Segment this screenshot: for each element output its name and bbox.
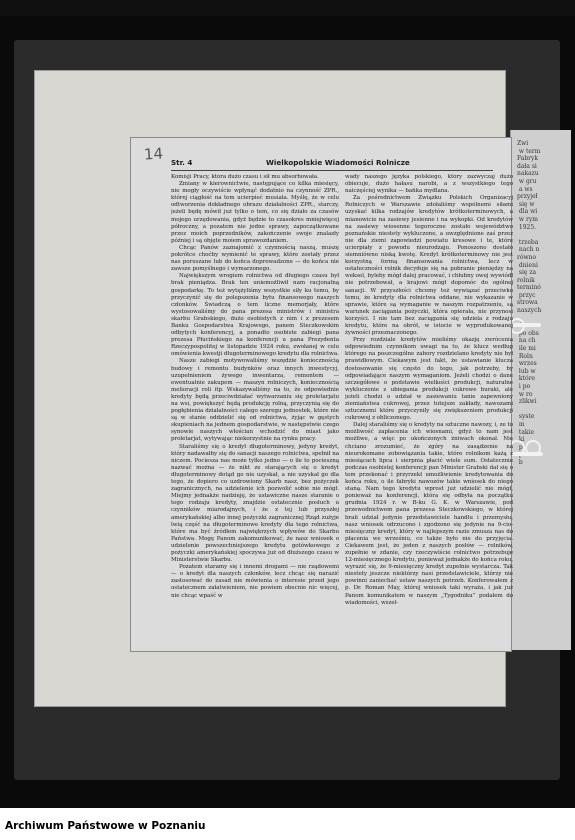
header-title: Wielkopolskie Wiadomości Rolnicze bbox=[266, 158, 410, 167]
paragraph: Największym wrogiem rolnictwa od długiego czasu był brak pieniądza. Brak ten uniemożliwił nam racjonalną gospodarkę. To też wytężyliśmy wszystkie siły ku temu, by przyczynić się do polepszenia bytu finansowego naszych członków. Świadczą o tem liczne memorjały, które wystosowaliśmy do pana prezesa ministrów i ministra skarbu Grabskiego, dużo osobistych z nim i z prezesem Banku Gospodarstwa Krajowego, panem Steczkowskim odbytych konferencyj, a ponadto osobiste zabiegi pana prezesa Płucińskiego na konferencji u pana Prezydenta Rzeczypospolitej w listopadzie 1924 roku, zwołanej w celu omówienia kwestji długoterminowego kredytu dla rolnictwa. bbox=[171, 273, 339, 358]
adjacent-page bbox=[510, 130, 571, 650]
paragraph: Komisji Pracy, która dużo czasu i sił mu absorbowała. bbox=[171, 174, 319, 180]
paragraph: Za pośrednictwem Związku Polskich Organizacyj Rolniczych w Warszawie zdołaliśmy wspólnemi siłami uzyskać kilka rodzajów kredytów krótkoterminowych, a mianowicie na zasiewy jesienne i na wykopki. Od kredytów na zasiewy wiosenne tegoroczne zostało województwo poznańskie niestety wykluczone, a uwzględnione zaś przez nie dla ziemi zapowiedzi powiatu kresowe i te, które ucierpiały z powodu nieurodzaju. Ponoszono dostało siemniówno niską kwotę. Kredyt krótkoterminowy nie jest korzystną formą finansowania rolnictwa, lecz w ostateczności rolnik decyduje się na pobranie pieniędzy na weksel, byleby mógł dalej pracować, i chłubny owej wywiódł nie potrzebował, a krajowi mógł dopomóc do ogólnej sanacji. W przyszłości chcemy też wywiązać przeciwko temu, że kredyty dla rolnictwa oddane, nie wykazanie w sprawie, które są wymaganie w naszym rozpatrzeniu, są warunek zaciągania pożyczki, która opierała, nie przynosi korzyści. I nie tam bez zaciągania się udziela z rodzaju kredytu, które na obrót, w istocie w wyprodukowanej żywności przeznaczonego. bbox=[345, 195, 513, 337]
paragraph: Staraliśmy się o kredyt długoterminowy, jedyny kredyt, który nadawałby się do sanacji naszego rolnictwa, spełnił na niczem. Pociesza nas może tylko jedno — o ile to pocieszną nazwać można — że nikt ze starających się o kredyt długoterminowy dotąd go nie uzyskał, a nie uzyskał go dla tego, że dopiero co uzdrowiony Skarb nasz, bez pożyczek zagranicznych, na udzielenie ich pozwolić sobie nie mógł. Miejmy jednakże nadzieję, że ustawiczne nasze staranie o tego rodzaju kredyty, znajdzie ostatecznie posłuch u czynników miarodajnych, i że z tej lub przyszłej amerykańskiej albo innej pożyczki zagranicznej Rząd zużyje lwią część na długoterminowe kredyty dla tego rolnictwa, które ma być źródłem najwiękrzych wpływów do Skarbu Państwa. Mogę Panom zakomunikować, że nasz wniosek o udzielenie powszechniejszego kredytu gotówkowego z pożyczki amerykańskiej spoczywa już od dłuższego czasu w Ministerstwie Skarbu. bbox=[171, 443, 339, 564]
paragraph: Pozatem staramy się i innemi drogami — nie rządowemi — o kredyt dla naszych członków, lecz chcąc się narazić zastosować do zasad nie mówienia o interesie przed jego ostatecznem załatwieniem, nie powiem obecnie nic więcej, nie chcąc wpaść w bbox=[171, 564, 339, 599]
paragraph: wady naszego języka polskiego, który zazwyczaj dużo obiecuje, dużo hałasu narobi, a z wszystkiego tego naiczęściej wynika — bańka mydlana. bbox=[345, 174, 513, 195]
paragraph: Przy rozdziale kredytów mieliśmy okazję zwrócenia odpowiednim czynnikom uwagi na to, że klucz według którego na poszczególne zabory rozdzielano kredyty nie był prawidłowym. Ciekawym jest fakt, że ustawianie klucza dostosowanie się często do tego, jak potrzeby, by odpowiadające naszym wymaganiom. Jeżeli chodzi o dane szczegółowe o podstawie wielkości produkcji, naturalne wykluczenie z ubiegania produkcji cukrowe buraki, ale jeżeli chodzi o udział w zasiewaniu tanie zapewniony ziemiaństwa cukrowej, przez tutejsze zakłady, nawozami sztucznemi które przyczyniły się zwiększeniem produkcji cukrowej z obliczonego. bbox=[345, 337, 513, 422]
paragraph: Chcąc Panów zaznajomić z czynnością naszą, muszę pokrótce choćby wymienić te sprawy, które zostały przez nas poruszane lub do końca doprowadzone — do końca nie zawsze pomyślnego i wymarzonego. bbox=[171, 244, 339, 273]
paragraph: Zmiany w kierownictwie, następujące co kilka miesięcy, nie mogły oczywiście wpłynąć dodatnio na czynność ZPR., której ciągłość na tem ucierpieć musiała. Myślę, że w celu odtworzenia dokładnego obrazu działalności ZPR., starczy, jeżeli będę mówił już tylko o tem, co się działo za czasów mojego urzędowania, gdyż będzie to czasokres mniejwięcej półroczny, a pozatem nie jedne sprawy, zapoczątkowane przez moich poprzedników, zakończenie swoje znalazły później i są objęte moiem sprawozdaniem. bbox=[171, 181, 339, 244]
newspaper-page bbox=[130, 137, 512, 652]
adjacent-page-text: Zwi w term Fabryk dała si nakazu w gru a ws przyjeł się w dla wi w rym 1925. trzeba nach n równo dnieni się za rolnik terminó przyc strowa naszych po obs na ch ile mi Roln wrzes lub w które i po w ro zlikwi syste m takie ki po b bbox=[517, 140, 542, 466]
paragraph: Nasze zabiegi motywowaliśmy wszędzie koniecznością budowy i remontu budynków oraz innych inwestycyj, uzupełnieniem żywego inwentarza, remontem — ewentualnie zakupem — maszyn rolniczych, koniecznością melioracji roli itp. Wskazywaliśmy na to, że odpowiednie kredyty będą przeciwdziałać wytwarzaniu się proletarjatu na wsi, powiększyć będą produkcję rolną, przyczynią się do pogłębienia działalności całego szeregu jednostek, które nie są w stanie oddzielić się od rolnictwa, żyjąc w gęstych skupieniach na jednem gospodarstwie, w następstwie czego synowie naszych włościan wchodzić do miast jako proletarjat, wytywając niekorzystnie na rynku pracy. bbox=[171, 358, 339, 443]
handwritten-page-number: 14 bbox=[143, 144, 164, 164]
archive-caption: Archiwum Państwowe w Poznaniu bbox=[5, 820, 206, 832]
header-page-label: Str. 4 bbox=[171, 158, 193, 167]
top-strip bbox=[0, 0, 575, 16]
right-text-column bbox=[345, 174, 513, 644]
left-text-column bbox=[171, 174, 339, 644]
header-rule bbox=[171, 170, 493, 171]
paragraph: Dalej staraliśmy się o kredyty na sztuczne nawozy, i, ze to możliwość zapłacenia ich wiosnami, gdyż to nam jest możliwe, a więc po ukończonych żniwach okonał. Nie chciano zrozumieć, że zgóry na zasądzenie na nieurokomane zobowiązania takie, które rolnikom każą z miesiącach lipca i sierpnia płacić wiele sum. Ostatecznie podczas osobistej konferencji pan Minister Grabski dał się o tem przekonać i przyrzekł umożliwienie kredytowania do końca roku, o ile fabryki nawozów takie wniosek do niego staną. Nam tego kredytu wprost już udzielić nie mógł, ponieważ na konferencji, która się odbyła na początku grudnia 1924 r. w B-ku G. K. w Warszawie, pod przewodnictwem pana prezesa Steczkowskiego, w której brali udział jedynie przedstawiciele handlu i przemysłu, nasz wniosek odrzucono i zgodzono się jedynie na 9-cio-miesięczny kredyt, który w najlepszym razie zmusza nas do płacenia we wrześniu, co także było nie do przyjęcia. Ciekawem jest, że jeden z naszych posłów — rolników, zupełnie w zdanie, czy rzeczywiście rolnictwo potrzebuje 12-miesięcznego kredytu, ponieważ jednakże do końca roku, wyrazić się, że 9-miesięczny kredyt zupełnie wystarcza. Tak niestety jeszcze niektórzy nasi przedstawiciele, którzy nie powinni zaniechać ustaw naszych potrzeb. Konferowałem z p. Dr. Roman May, której wniosek taki wyraża, i jak już Panom komunikatem w naszym „Tygodniku” podałem do wiadomości, wszel- bbox=[345, 422, 513, 606]
